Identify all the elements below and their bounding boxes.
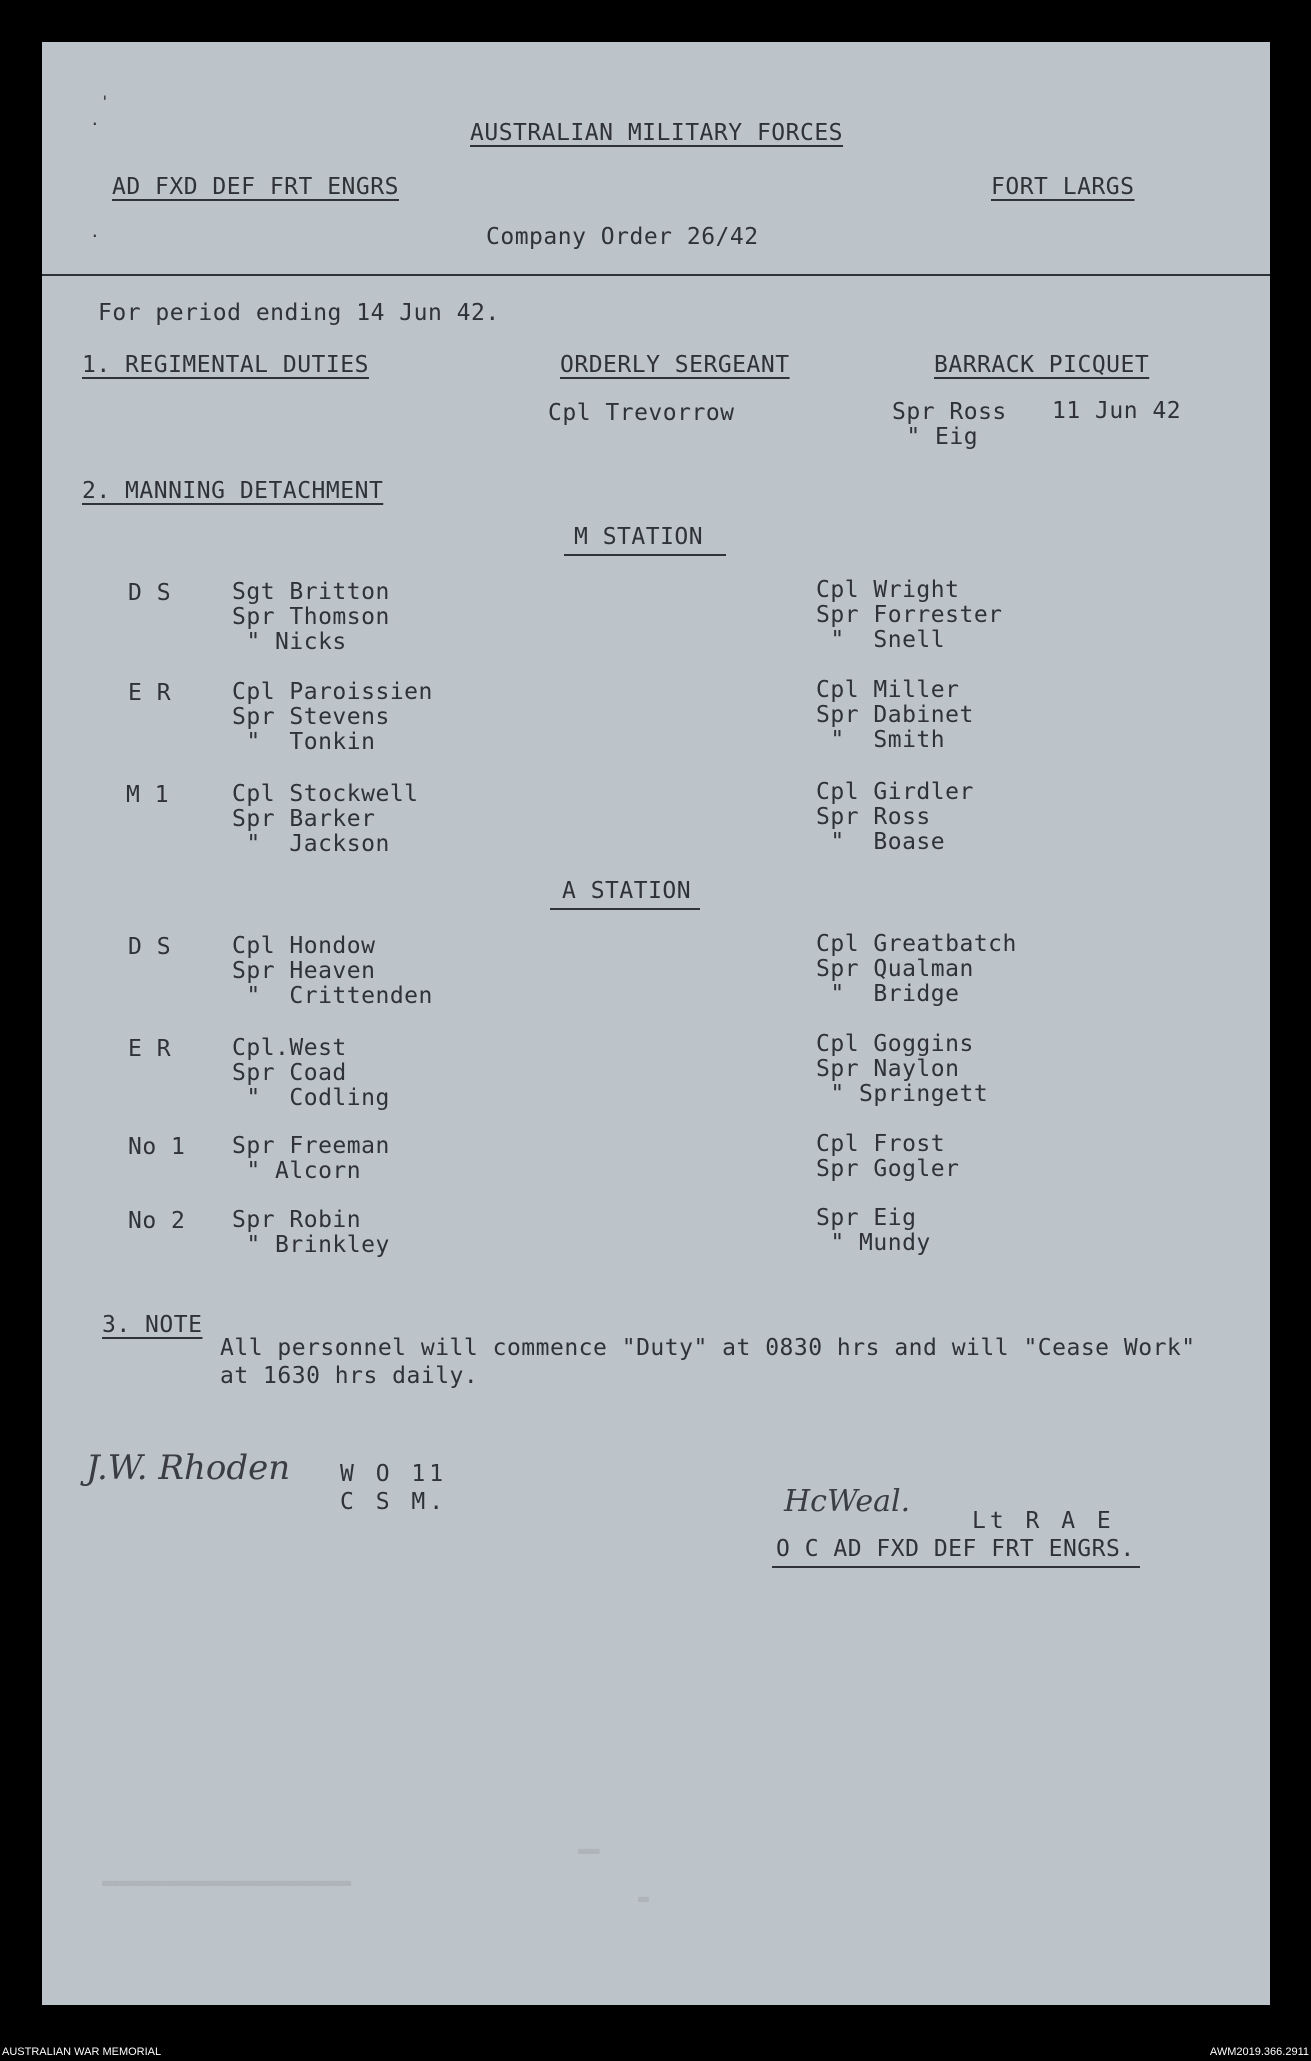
csm-signature: J.W. Rhoden xyxy=(86,1448,291,1488)
edge-mark: . xyxy=(90,222,101,241)
header-divider xyxy=(42,274,1270,276)
orderly-sergeant-heading: ORDERLY SERGEANT xyxy=(560,352,790,378)
group-code: No 1 xyxy=(128,1134,186,1160)
section3-label: 3. NOTE xyxy=(102,1312,203,1338)
section1-label: 1. REGIMENTAL DUTIES xyxy=(82,352,369,378)
order-number: Company Order 26/42 xyxy=(486,224,759,250)
barrack-picquet-names: Spr Ross " Eig xyxy=(892,399,1007,450)
bleed-through-mark: ▬▬▬▬▬▬▬▬▬▬▬▬▬▬▬▬▬▬▬▬▬▬▬ xyxy=(102,1872,352,1893)
document-page xyxy=(42,42,1270,2005)
oc-title: O C AD FXD DEF FRT ENGRS. xyxy=(776,1536,1135,1562)
group-left-crew: Spr Robin " Brinkley xyxy=(232,1207,390,1258)
group-right-crew: Cpl Girdler Spr Ross " Boase xyxy=(816,779,974,855)
a-station-heading: A STATION xyxy=(562,878,692,904)
bleed-through-mark: ▬ xyxy=(638,1888,649,1909)
location-name: FORT LARGS xyxy=(991,174,1135,200)
group-code: E R xyxy=(128,680,172,706)
group-right-crew: Cpl Greatbatch Spr Qualman " Bridge xyxy=(816,931,1017,1007)
barrack-picquet-date: 11 Jun 42 xyxy=(1052,398,1182,424)
csm-title: W O 11 C S M. xyxy=(340,1461,448,1515)
period-line: For period ending 14 Jun 42. xyxy=(98,300,500,326)
barrack-picquet-heading: BARRACK PICQUET xyxy=(934,352,1150,378)
section2-label: 2. MANNING DETACHMENT xyxy=(82,478,384,504)
group-right-crew: Cpl Frost Spr Gogler xyxy=(816,1131,960,1182)
edge-mark: . xyxy=(90,110,101,129)
bleed-through-mark: ▬▬ xyxy=(578,1840,600,1861)
group-left-crew: Cpl.West Spr Coad " Codling xyxy=(232,1035,390,1111)
group-code: D S xyxy=(128,580,172,606)
note-text: All personnel will commence "Duty" at 0830 hrs and will "Cease Work" at 1630 hrs daily. xyxy=(220,1335,1196,1389)
group-left-crew: Sgt Britton Spr Thomson " Nicks xyxy=(232,579,390,655)
group-code: E R xyxy=(128,1036,172,1062)
oc-underline xyxy=(772,1566,1140,1568)
group-left-crew: Cpl Stockwell Spr Barker " Jackson xyxy=(232,781,419,857)
group-left-crew: Cpl Paroissien Spr Stevens " Tonkin xyxy=(232,679,433,755)
group-right-crew: Cpl Miller Spr Dabinet " Smith xyxy=(816,677,974,753)
m-station-heading: M STATION xyxy=(574,524,704,550)
group-code: No 2 xyxy=(128,1208,186,1234)
footer-credit: AUSTRALIAN WAR MEMORIAL xyxy=(2,2046,162,2058)
group-right-crew: Spr Eig " Mundy xyxy=(816,1205,931,1256)
group-left-crew: Spr Freeman " Alcorn xyxy=(232,1133,390,1184)
m-station-underline xyxy=(564,554,726,556)
document-title: AUSTRALIAN MILITARY FORCES xyxy=(470,120,844,146)
group-right-crew: Cpl Goggins Spr Naylon " Springett xyxy=(816,1031,989,1107)
group-right-crew: Cpl Wright Spr Forrester " Snell xyxy=(816,577,1003,653)
group-code: D S xyxy=(128,934,172,960)
oc-rank: Lt R A E xyxy=(972,1508,1115,1534)
group-code: M 1 xyxy=(126,782,170,808)
group-left-crew: Cpl Hondow Spr Heaven " Crittenden xyxy=(232,933,433,1009)
unit-name: AD FXD DEF FRT ENGRS xyxy=(112,174,399,200)
footer-id: AWM2019.366.2911 xyxy=(1209,2046,1309,2058)
orderly-sergeant-name: Cpl Trevorrow xyxy=(548,400,735,426)
a-station-underline xyxy=(550,908,700,910)
edge-mark: ' xyxy=(100,92,111,111)
oc-signature: HcWeal. xyxy=(784,1484,911,1519)
